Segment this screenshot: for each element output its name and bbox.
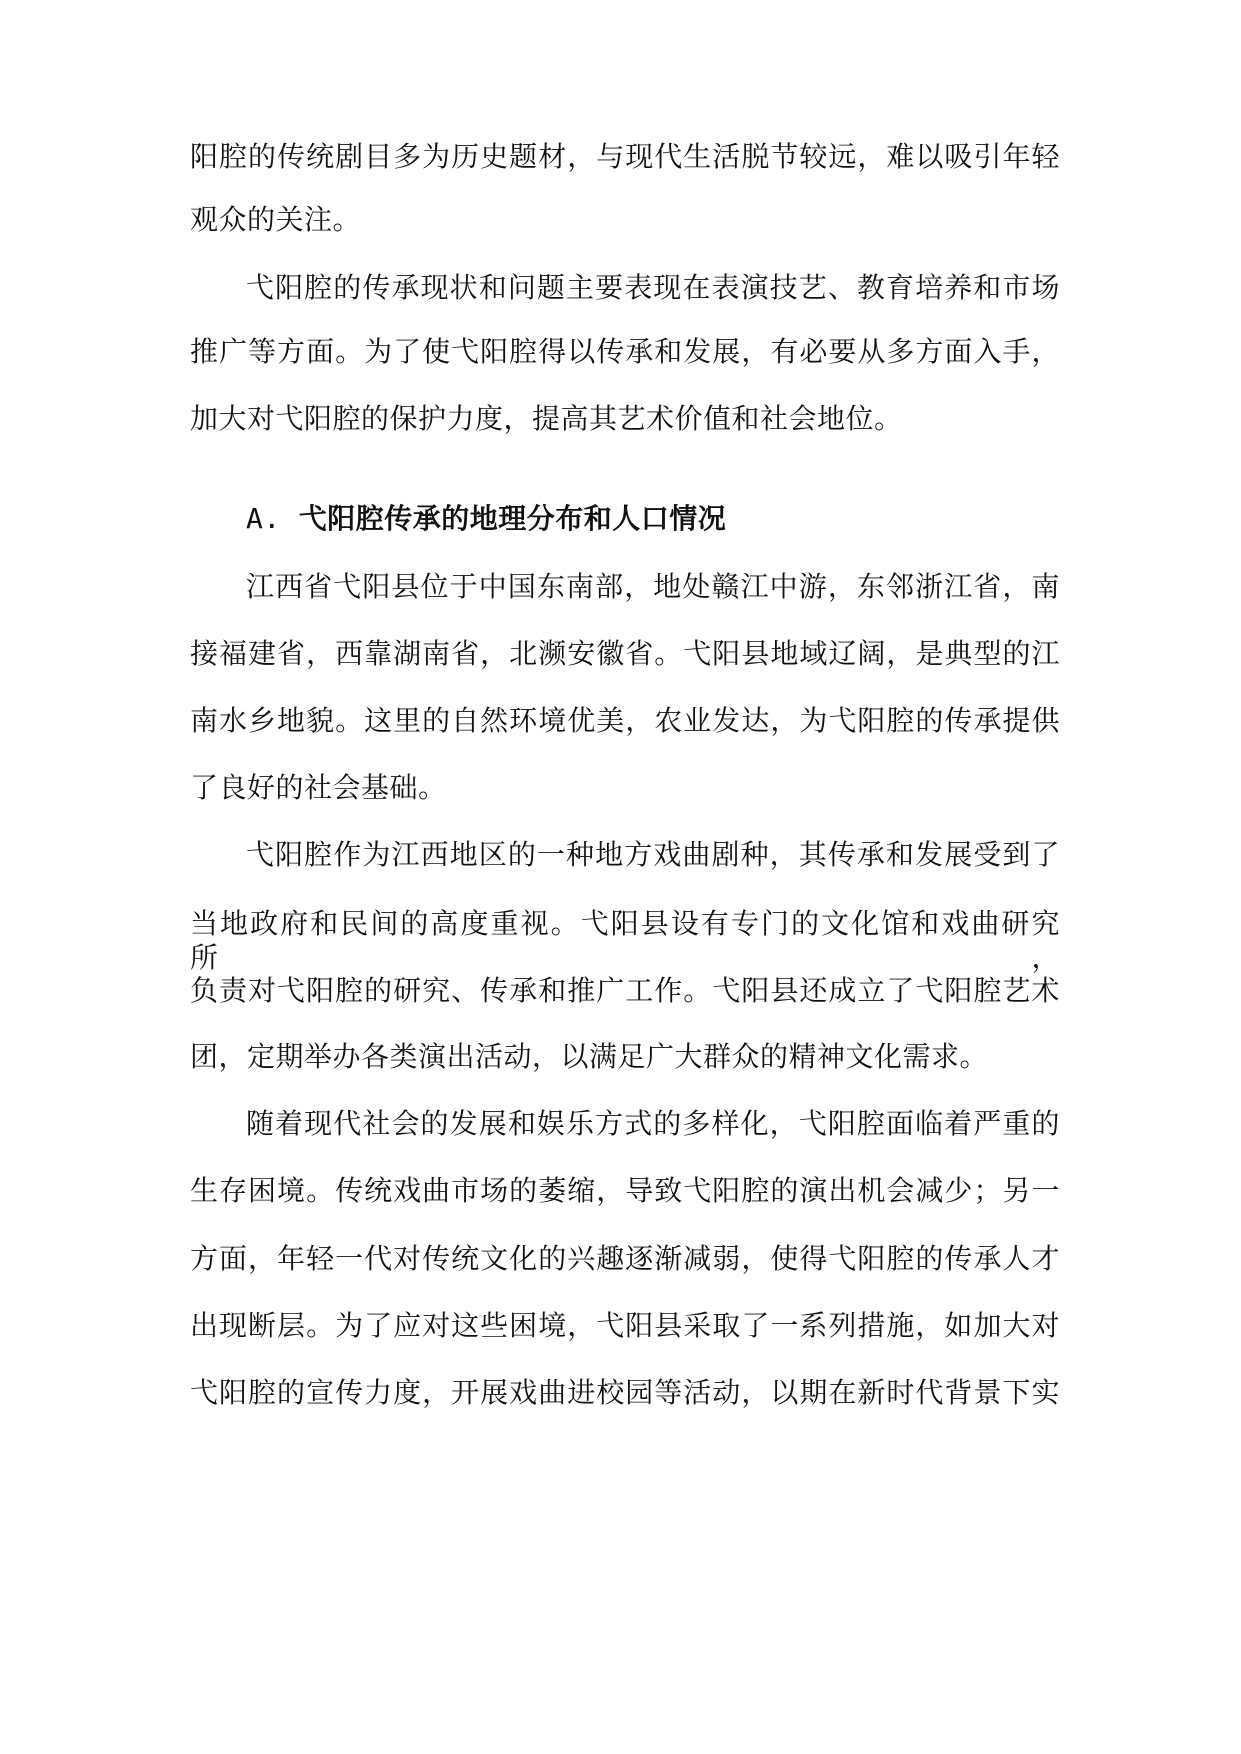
paragraph-4-line-1: 弋阳腔作为江西地区的一种地方戏曲剧种，其传承和发展受到了 [246,838,1060,871]
paragraph-3-line-4: 了良好的社会基础。 [190,771,447,804]
section-marker: A. [246,502,281,535]
paragraph-5-line-5: 弋阳腔的宣传力度，开展戏曲进校园等活动，以期在新时代背景下实 [190,1376,1060,1409]
paragraph-4-line-4: 团，定期举办各类演出活动，以满足广大群众的精神文化需求。 [190,1040,989,1073]
paragraph-2-line-3: 加大对弋阳腔的保护力度，提高其艺术价值和社会地位。 [190,402,903,435]
section-heading [246,502,726,536]
paragraph-3-line-2: 接福建省，西靠湖南省，北濒安徽省。弋阳县地域辽阔，是典型的江 [190,637,1060,670]
paragraph-4-line-2: 当地政府和民间的高度重视。弋阳县设有专门的文化馆和戏曲研究所， [190,907,1060,974]
paragraph-5-line-4: 出现断层。为了应对这些困境，弋阳县采取了一系列措施，如加大对 [190,1309,1060,1342]
paragraph-3-line-3: 南水乡地貌。这里的自然环境优美，农业发达，为弋阳腔的传承提供 [190,704,1060,737]
paragraph-3-line-1: 江西省弋阳县位于中国东南部，地处赣江中游，东邻浙江省，南 [246,570,1060,603]
paragraph-2-line-1: 弋阳腔的传承现状和问题主要表现在表演技艺、教育培养和市场 [246,271,1060,304]
paragraph-1-line-2: 观众的关注。 [190,203,362,236]
paragraph-5-line-2: 生存困境。传统戏曲市场的萎缩，导致弋阳腔的演出机会减少；另一 [190,1174,1060,1207]
paragraph-1-line-1: 阳腔的传统剧目多为历史题材，与现代生活脱节较远，难以吸引年轻 [190,140,1060,173]
paragraph-2-line-2: 推广等方面。为了使弋阳腔得以传承和发展，有必要从多方面入手， [190,335,1060,368]
paragraph-4-line-3: 负责对弋阳腔的研究、传承和推广工作。弋阳县还成立了弋阳腔艺术 [190,974,1060,1007]
paragraph-5-line-1: 随着现代社会的发展和娱乐方式的多样化，弋阳腔面临着严重的 [246,1107,1060,1140]
paragraph-5-line-3: 方面，年轻一代对传统文化的兴趣逐渐减弱，使得弋阳腔的传承人才 [190,1242,1060,1275]
section-title: 弋阳腔传承的地理分布和人口情况 [298,502,727,535]
